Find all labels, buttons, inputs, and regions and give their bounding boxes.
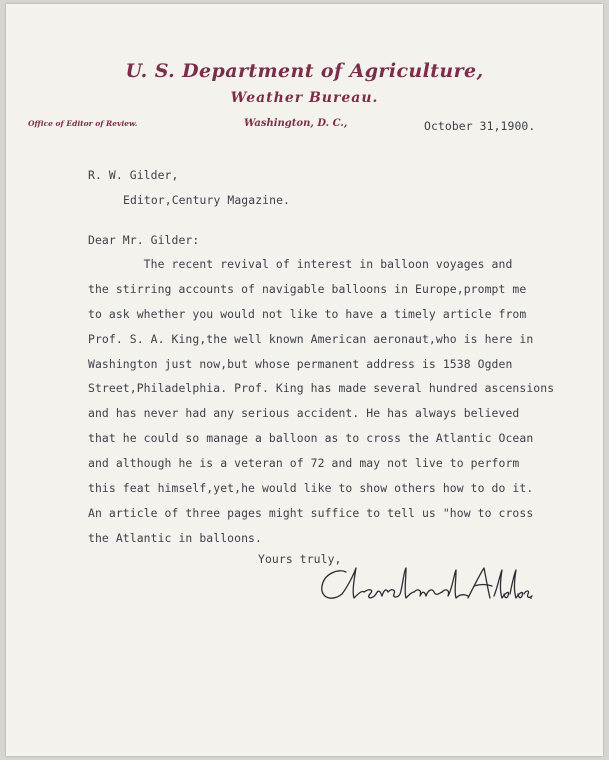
body-line: The recent revival of interest in balloon voyages and: [88, 257, 513, 271]
closing: Yours truly,: [258, 552, 342, 566]
salutation: Dear Mr. Gilder:: [88, 233, 200, 247]
body-line: that he could so manage a balloon as to cross the Atlantic Ocean: [88, 431, 534, 446]
bureau-heading: Weather Bureau.: [230, 90, 379, 106]
body-line: An article of three pages might suffice to tell us "how to cross: [88, 505, 534, 520]
body-line: Prof. S. A. King,the well known American aeronaut,who is here in: [88, 331, 534, 346]
body-line: the stirring accounts of navigable balloons in Europe,prompt me: [88, 281, 527, 296]
body-line: this feat himself,yet,he would like to show others how to do it.: [88, 481, 534, 496]
body-line: Street,Philadelphia. Prof. King has made several hundred ascensions: [88, 381, 555, 396]
body-line: Washington just now,but whose permanent address is 1538 Ogden: [88, 356, 513, 371]
body-line: and although he is a veteran of 72 and may not live to perform: [88, 456, 520, 471]
handwritten-signature: [318, 560, 533, 610]
letter-page: [6, 4, 603, 756]
department-heading: U. S. Department of Agriculture,: [125, 60, 484, 82]
letter-date: October 31,1900.: [424, 119, 536, 133]
location-line: Washington, D. C.,: [244, 118, 348, 129]
recipient-name: R. W. Gilder,: [88, 168, 179, 182]
recipient-title: Editor,Century Magazine.: [123, 193, 290, 207]
body-line: to ask whether you would not like to have a timely article from: [88, 306, 527, 321]
office-line: Office of Editor of Review.: [28, 119, 138, 128]
letter-body: [88, 252, 554, 551]
body-line: and has never had any serious accident. He has always believed: [88, 406, 520, 421]
body-line: the Atlantic in balloons.: [88, 530, 262, 545]
